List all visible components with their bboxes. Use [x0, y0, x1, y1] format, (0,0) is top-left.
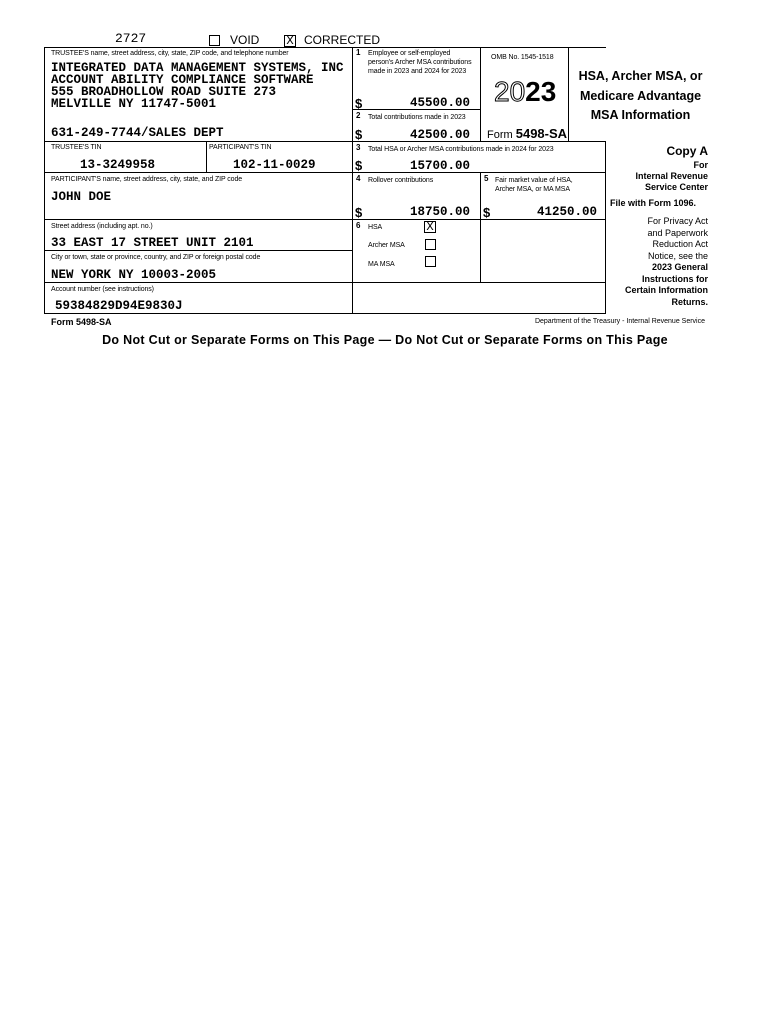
- form-id-code: 2727: [115, 31, 147, 46]
- box4-label: Rollover contributions: [368, 177, 434, 184]
- footer-form-label: Form 5498-SA: [51, 317, 112, 327]
- form-title-line1: HSA, Archer MSA, or: [578, 69, 703, 83]
- trustee-line1: INTEGRATED DATA MANAGEMENT SYSTEMS, INC: [51, 61, 344, 75]
- tax-year-prefix: 20: [494, 76, 526, 107]
- box1-number: 1: [356, 48, 361, 57]
- box6-archer-checkbox[interactable]: [425, 239, 436, 250]
- box5-dollar: $: [483, 205, 491, 220]
- form-title: [573, 67, 708, 126]
- footer-department: Department of the Treasury - Internal Revenue Service: [534, 318, 705, 325]
- box5-label: Fair market value of HSA, Archer MSA, or MA MSA: [495, 177, 573, 193]
- copy-panel: [608, 144, 708, 308]
- privacy-line7: Certain Information: [624, 285, 708, 295]
- hline-street-top: [44, 219, 606, 220]
- box1-dollar: $: [355, 96, 363, 111]
- box4-dollar: $: [355, 205, 363, 220]
- do-not-cut-notice: Do Not Cut or Separate Forms on This Page — Do Not Cut or Separate Forms on This Page: [102, 333, 668, 347]
- corrected-label: CORRECTED: [304, 33, 381, 47]
- trustee-phone: 631-249-7744/SALES DEPT: [51, 126, 224, 140]
- participant-tin-label: PARTICIPANT'S TIN: [209, 144, 272, 151]
- box4-value: 18750.00: [409, 205, 470, 219]
- box1-value: 45500.00: [409, 96, 470, 110]
- box3-value: 15700.00: [409, 159, 470, 173]
- privacy-line4: Notice, see the: [647, 250, 708, 261]
- divider-col1: [352, 47, 353, 314]
- hline-tin-top: [44, 141, 606, 142]
- hline-account-top: [44, 282, 606, 283]
- copy-file-with: File with Form 1096.: [610, 198, 697, 208]
- privacy-line2: and Paperwork: [647, 227, 708, 238]
- box4-number: 4: [356, 174, 361, 183]
- privacy-line5: 2023 General: [651, 262, 708, 272]
- participant-city: NEW YORK NY 10003-2005: [51, 268, 217, 282]
- trustee-tin: 13-3249958: [80, 158, 156, 172]
- void-checkbox[interactable]: [209, 35, 220, 46]
- form-title-line2: Medicare Advantage: [579, 88, 702, 103]
- privacy-line1: For Privacy Act: [647, 216, 708, 226]
- account-label: Account number (see instructions): [51, 286, 154, 293]
- box2-value: 42500.00: [409, 128, 470, 142]
- trustee-address: [51, 62, 344, 110]
- copy-irs: Internal Revenue: [635, 171, 708, 181]
- privacy-notice: [608, 216, 708, 308]
- box6-number: 6: [356, 221, 361, 230]
- void-label: VOID: [230, 33, 260, 47]
- box2-label: Total contributions made in 2023: [368, 114, 466, 121]
- trustee-line4: MELVILLE NY 11747-5001: [51, 97, 217, 111]
- tax-year: [494, 76, 556, 108]
- frame-left: [44, 47, 45, 314]
- copy-center: Service Center: [644, 182, 708, 192]
- tax-year-suffix: 23: [525, 76, 557, 107]
- box6-archer-label: Archer MSA: [368, 242, 405, 249]
- box1-label: Employee or self-employed person's Archer MSA contributions made in 2023 and 2024 for 2023: [368, 50, 472, 75]
- box2-dollar: $: [355, 127, 363, 142]
- divider-right: [605, 141, 606, 314]
- hline-name-top: [44, 172, 606, 173]
- box5-value: 41250.00: [536, 205, 597, 219]
- participant-name-label: PARTICIPANT'S name, street address, city, state, and ZIP code: [51, 176, 243, 183]
- frame-top: [44, 47, 606, 48]
- participant-street: 33 EAST 17 STREET UNIT 2101: [51, 236, 254, 250]
- copy-for: For: [693, 160, 708, 170]
- box3-dollar: $: [355, 158, 363, 173]
- form-title-line3: MSA Information: [590, 108, 691, 122]
- box6-hsa-checkbox[interactable]: X: [424, 221, 436, 233]
- privacy-line6: Instructions for: [641, 273, 708, 284]
- box2-number: 2: [356, 111, 361, 120]
- divider-tins: [206, 141, 207, 172]
- trustee-line3: 555 BROADHOLLOW ROAD SUITE 273: [51, 85, 277, 99]
- city-label: City or town, state or province, country, and ZIP or foreign postal code: [51, 254, 261, 261]
- box3-number: 3: [356, 143, 361, 152]
- street-label: Street address (including apt. no.): [51, 223, 153, 230]
- divider-box45: [480, 172, 481, 282]
- form-number-label: [487, 126, 567, 141]
- form-word: Form: [487, 129, 513, 141]
- copy-name: Copy A: [666, 144, 708, 158]
- box6-mamsa-checkbox[interactable]: [425, 256, 436, 267]
- trustee-label: TRUSTEE'S name, street address, city, state, ZIP code, and telephone number: [51, 50, 289, 57]
- trustee-line2: ACCOUNT ABILITY COMPLIANCE SOFTWARE: [51, 73, 314, 87]
- account-number: 59384829D94E9830J: [55, 299, 183, 313]
- divider-omb-right: [568, 47, 569, 142]
- divider-omb: [480, 47, 481, 142]
- frame-bottom: [44, 313, 606, 314]
- omb-number: OMB No. 1545-1518: [491, 54, 554, 61]
- privacy-line8: Returns.: [671, 296, 708, 307]
- box3-label: Total HSA or Archer MSA contributions made in 2024 for 2023: [368, 146, 554, 153]
- box6-mamsa-label: MA MSA: [368, 261, 395, 268]
- hline-city-top: [44, 250, 353, 251]
- trustee-tin-label: TRUSTEE'S TIN: [51, 144, 102, 151]
- participant-name: JOHN DOE: [51, 190, 112, 204]
- participant-tin: 102-11-0029: [233, 158, 316, 172]
- privacy-line3: Reduction Act: [652, 239, 708, 249]
- box5-number: 5: [484, 174, 489, 183]
- corrected-checkbox[interactable]: X: [284, 35, 296, 47]
- box6-hsa-label: HSA: [368, 224, 383, 231]
- form-number: 5498-SA: [515, 126, 568, 141]
